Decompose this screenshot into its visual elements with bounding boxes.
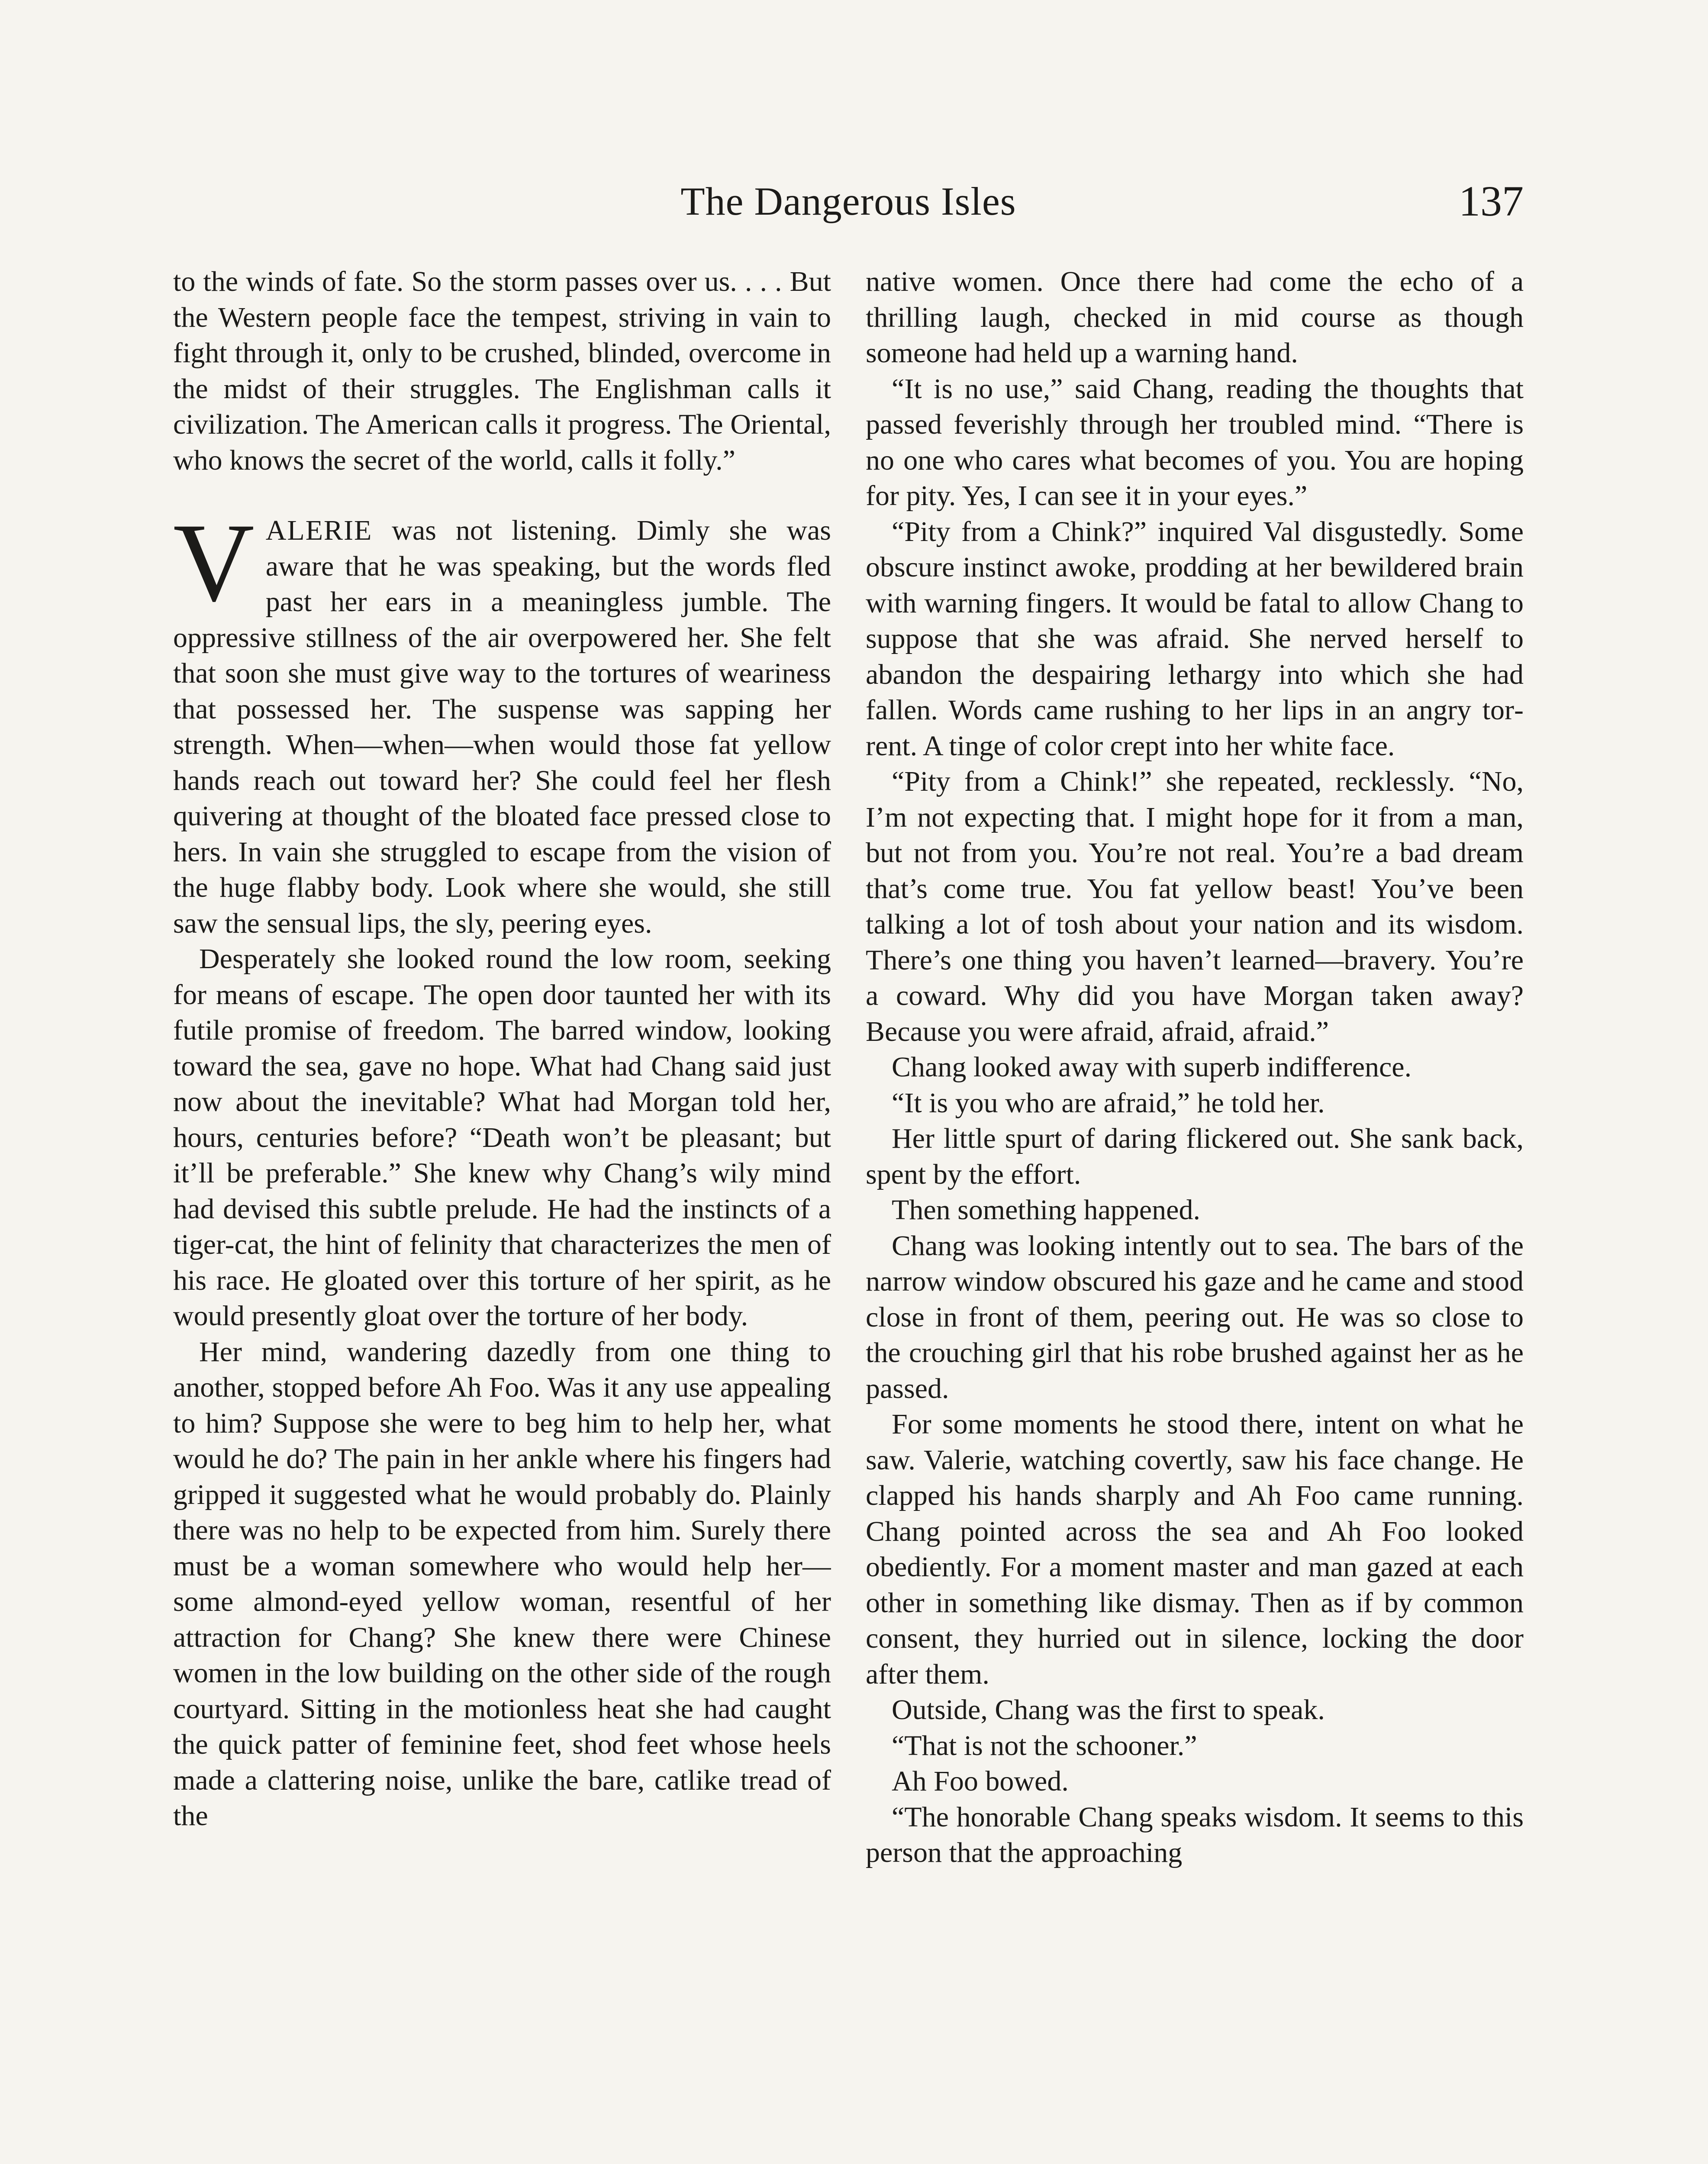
paragraph: “Pity from a Chink?” inquired Val disgustedly. Some obscure instinct awoke, prodding at her bewildered brain with warning fingers. It would be fatal to allow Chang to suppose that she was afraid. She nerved herself to abandon the despairing lethargy into which she had fallen. Words came rushing to her lips in an angry torrent. A tinge of color crept into her white face. xyxy=(866,515,1524,762)
paragraph: to the winds of fate. So the storm passes over us. . . . But the Western people face the tempest, striving in vain to fight through it, only to be crushed, blinded, overcome in the midst of their struggles. The Englishman calls it civilization. The American calls it progress. The Oriental, who knows the secret of the world, calls it folly.” xyxy=(173,266,831,476)
paragraph: “Pity from a Chink!” she repeated, recklessly. “No, I’m not expecting that. I might hope for it from a man, but not from you. You’re not real. You’re a bad dream that’s come true. You fat yellow beast! You’ve been talking a lot of tosh about your nation and its wisdom. There’s one thing you haven’t learned—bravery. You’re a coward. Why did you have Morgan taken away? Because you were afraid, afraid, afraid.” xyxy=(866,766,1524,1047)
running-title: The Dangerous Isles xyxy=(680,179,1016,223)
paragraph: “It is no use,” said Chang, reading the thoughts that passed feverishly through her troubled mind. “There is no one who cares what becomes of you. You are hoping for pity. Yes, I can see it in your eyes.” xyxy=(866,373,1524,512)
right-column xyxy=(866,264,1524,2164)
lead-word: ALERIE xyxy=(265,515,373,546)
paragraph: Her little spurt of daring flickered out. She sank back, spent by the effort. xyxy=(866,1123,1524,1190)
paragraph: Ah Foo bowed. xyxy=(892,1765,1069,1797)
section-opening-paragraph xyxy=(173,500,831,941)
paragraph: Desperately she looked round the low room, seeking for means of escape. The open door taunted her with its futile promise of freedom. The barred window, looking toward the sea, gave no hope. What had Chang said just now about the inevitable? What had Morgan told her, hours, centuries before? “Death won’t be pleasant; but it’ll be preferable.” She knew why Chang’s wily mind had devised this subtle prelude. He had the instincts of a tiger-cat, the hint of felinity that characterizes the men of his race. He gloated over this torture of her spirit, as he would presently gloat over the torture of her body. xyxy=(173,943,831,1332)
paragraph: native women. Once there had come the echo of a thrilling laugh, checked in mid course as though someone had held up a warning hand. xyxy=(866,266,1524,369)
paragraph: Chang was looking intently out to sea. The bars of the narrow window obscured his gaze and he came and stood close in front of them, peering out. He was so close to the crouching girl that his robe brushed against her as he passed. xyxy=(866,1230,1524,1404)
paragraph: Outside, Chang was the first to speak. xyxy=(892,1694,1325,1726)
paragraph: Then something happened. xyxy=(892,1194,1200,1226)
drop-cap: V xyxy=(173,500,255,625)
left-column xyxy=(173,264,831,2164)
paragraph: “The honorable Chang speaks wisdom. It seems to this person that the approaching xyxy=(866,1801,1524,1868)
page-header xyxy=(173,177,1524,229)
paragraph: “That is not the schooner.” xyxy=(892,1729,1197,1761)
paragraph: Chang looked away with superb indifference. xyxy=(892,1051,1412,1083)
page-number: 137 xyxy=(1459,177,1524,225)
paragraph: Her mind, wandering dazedly from one thing to another, stopped before Ah Foo. Was it any use appealing to him? Suppose she were to beg him to help her, what would he do? The pain in her ankle where his fingers had gripped it suggested what he would probably do. Plainly there was no help to be expected from him. Surely there must be a woman somewhere who would help her—some almond-eyed yellow woman, resentful of her attraction for Chang? She knew there were Chinese women in the low building on the other side of the rough courtyard. Sitting in the motionless heat she had caught the quick patter of feminine feet, shod feet whose heels made a clattering noise, unlike the bare, catlike tread of the xyxy=(173,1336,831,1832)
paragraph-text: was not listening. Dimly she was aware that he was speaking, but the words fled past her ears in a meaningless jumble. The oppressive stillness of the air overpowered her. She felt that soon she must give way to the tortures of weariness that possessed her. The suspense was sapping her strength. When—when—when would those fat yellow hands reach out toward her? She could feel her flesh quivering at thought of the bloated face pressed close to hers. In vain she struggled to escape from the vision of the huge flabby body. Look where she would, she still saw the sensual lips, the sly, peering eyes. xyxy=(173,515,831,939)
paragraph: For some moments he stood there, intent on what he saw. Valerie, watching covertly, saw his face change. He clapped his hands sharply and Ah Foo came running. Chang pointed across the sea and Ah Foo looked obediently. For a moment master and man gazed at each other in something like dismay. Then as if by common consent, they hurried out in silence, locking the door after them. xyxy=(866,1408,1524,1690)
paragraph: “It is you who are afraid,” he told her. xyxy=(892,1087,1325,1119)
